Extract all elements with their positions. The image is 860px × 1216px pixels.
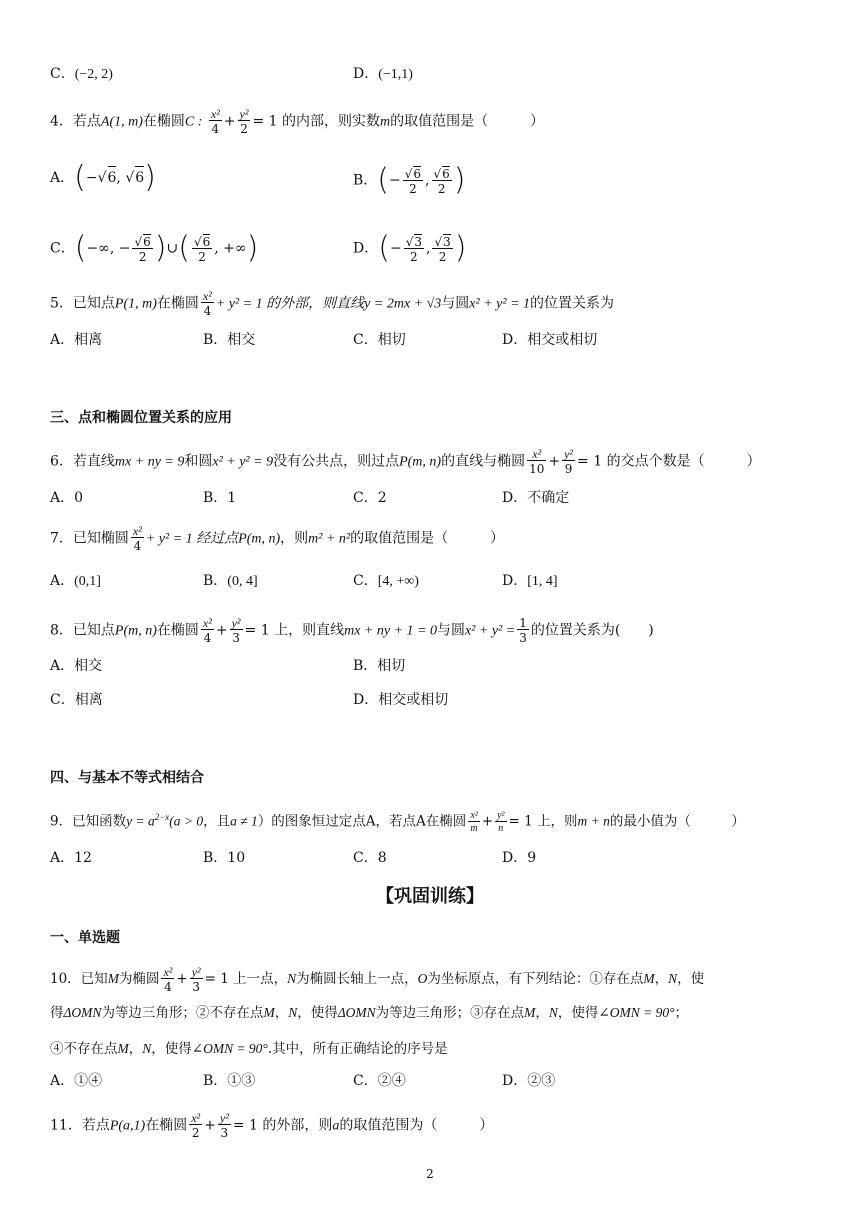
q5-option-b: B．相交: [203, 332, 256, 348]
q9-stem: 9．已知函数$y = a^{2-x}(a > 0$，且a ≠ 1）的图象恒过定点A，若点A在椭圆 $\frac{\text{x²}}{m}$ + $\frac{\text{y²}}{n}$ = 1 上，则m + n的最小值为（ ）: [50, 809, 745, 834]
q7-option-c: C．[4, +∞): [353, 573, 419, 589]
q4-option-c: C．(−∞, − $\frac{√6}{2}$ )∪( $\frac{√6}{2}$ , +∞): [50, 230, 259, 266]
section-heading-3: 三、点和椭圆位置关系的应用: [50, 410, 232, 426]
page-heading: 【巩固训练】: [376, 886, 484, 907]
q8-stem: 8．已知点P(m, n)在椭圆 $\frac{\text{x²}}{4}$ + $\frac{\text{y²}}{3}$ = 1 上，则直线mx + ny + 1 = 0与圆x² + y² = $\frac{1}{3}$ 的位置关系为( ): [50, 616, 654, 645]
q3-option-d: D．(−1,1): [353, 66, 413, 82]
q11-stem: 11．若点P(a,1)在椭圆 $\frac{\text{x²}}{2}$ + $\frac{\text{y²}}{3}$ = 1 的外部，则a的取值范围为（ ）: [50, 1111, 494, 1140]
q10-line-3: ④不存在点M，N，使得∠OMN = 90°.其中，所有正确结论的序号是: [50, 1041, 448, 1057]
q10-line-2: 得ΔOMN为等边三角形；②不存在点M，N，使得ΔOMN为等边三角形；③存在点M，N，使得∠OMN = 90°；: [50, 1005, 688, 1021]
q6-option-a: A．0: [50, 490, 84, 506]
q8-option-b: B．相切: [353, 658, 406, 674]
q10-option-d: D．②③: [502, 1073, 556, 1089]
q6-option-b: B．1: [203, 490, 237, 506]
q7-option-b: B．(0, 4]: [203, 573, 258, 589]
q5-option-a: A．相离: [50, 332, 103, 348]
q3-option-c: C．(−2, 2): [50, 66, 113, 82]
q4-option-d: D．(− $\frac{√3}{2}$ , $\frac{√3}{2}$ ): [353, 230, 467, 266]
section-heading-1: 一、单选题: [50, 930, 120, 946]
q7-stem: 7．已知椭圆 $\frac{\text{x²}}{4}$ + y² = 1 经过点P(m, n)，则m² + n²的取值范围是（ ）: [50, 524, 505, 553]
q5-option-d: D．相交或相切: [502, 332, 598, 348]
q6-option-d: D．不确定: [502, 490, 570, 506]
q8-option-d: D．相交或相切: [353, 692, 449, 708]
q4-option-b: B．(− $\frac{√6}{2}$ , $\frac{√6}{2}$ ): [353, 162, 466, 198]
q9-option-b: B．10: [203, 850, 246, 866]
q9-option-a: A．12: [50, 850, 92, 866]
q9-option-c: C．8: [353, 850, 387, 866]
q7-option-d: D．[1, 4]: [502, 573, 558, 589]
q8-option-c: C．相离: [50, 692, 103, 708]
q5-option-c: C．相切: [353, 332, 406, 348]
q10-option-a: A．①④: [50, 1073, 103, 1089]
q7-option-a: A．(0,1]: [50, 573, 101, 589]
q10-line-1: 10．已知M为椭圆 $\frac{\text{x²}}{4}$ + $\frac{\text{y²}}{3}$ = 1 上一点，N为椭圆长轴上一点，O为坐标原点，有下列结论：①存在点M，N，使: [50, 965, 705, 994]
q8-option-a: A．相交: [50, 658, 103, 674]
section-heading-4: 四、与基本不等式相结合: [50, 770, 204, 786]
q10-option-b: B．①③: [203, 1073, 256, 1089]
q4-option-a: A．(−√6, √6): [50, 160, 156, 195]
q5-stem: 5．已知点P(1, m)在椭圆 $\frac{\text{x²}}{4}$ + y² = 1 的外部，则直线y = 2mx + √3与圆x² + y² = 1的位置关系为: [50, 289, 615, 318]
q10-option-c: C．②④: [353, 1073, 406, 1089]
q6-option-c: C．2: [353, 490, 387, 506]
q9-option-d: D．9: [502, 850, 537, 866]
q4-stem: 4．若点A(1, m)在椭圆C : $\frac{\text{x²}}{4}$ + $\frac{\text{y²}}{2}$ = 1 的内部，则实数m的取值范围是（ ）: [50, 107, 545, 136]
q6-stem: 6．若直线mx + ny = 9和圆x² + y² = 9没有公共点，则过点P(m, n)的直线与椭圆 $\frac{\text{x²}}{10}$ + $\frac{\text{y²}}{9}$ = 1 的交点个数是（ ）: [50, 447, 761, 476]
page-number: 2: [426, 1167, 434, 1181]
